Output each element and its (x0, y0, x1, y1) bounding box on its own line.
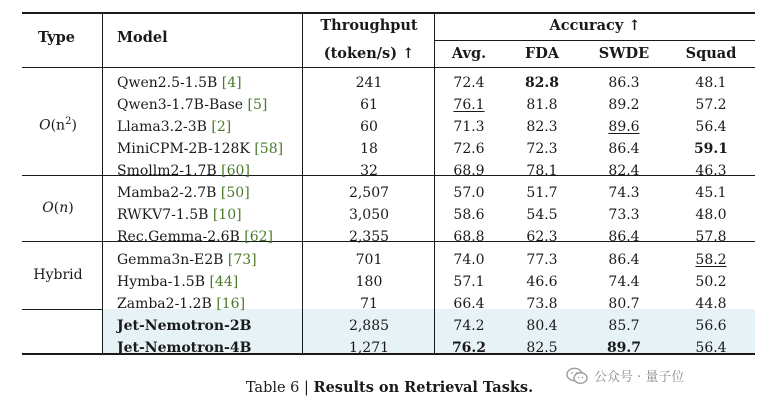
squad-value: 46.3 (695, 163, 727, 179)
header-model: Model (117, 29, 168, 46)
swde-value: 73.3 (608, 207, 640, 223)
squad-value: 45.1 (695, 185, 727, 201)
model-name: Gemma3n-E2B [73] (117, 252, 257, 268)
wechat-icon (566, 367, 588, 385)
swde-value: 82.4 (608, 163, 640, 179)
squad-value: 56.4 (695, 119, 727, 135)
header-accuracy: Accuracy ↑ (549, 17, 641, 34)
accuracy-rule (435, 40, 755, 41)
citation-ref[interactable]: [60] (221, 163, 250, 179)
top-rule (22, 12, 755, 14)
citation-ref[interactable]: [50] (220, 185, 250, 201)
throughput-value: 60 (360, 119, 378, 135)
swde-value: 85.7 (608, 318, 640, 334)
avg-value: 72.6 (453, 141, 485, 157)
throughput-value: 2,355 (348, 229, 390, 245)
fda-value: 77.3 (526, 252, 558, 268)
avg-value: 71.3 (453, 119, 485, 135)
squad-value: 57.8 (695, 229, 727, 245)
header-swde: SWDE (598, 45, 650, 62)
fda-value: 51.7 (526, 185, 558, 201)
citation-ref[interactable]: [62] (244, 229, 273, 245)
fda-value: 72.3 (526, 141, 558, 157)
watermark (566, 366, 684, 385)
swde-value: 74.4 (608, 274, 640, 290)
model-name: RWKV7-1.5B [10] (117, 207, 242, 223)
citation-ref[interactable]: [10] (212, 207, 242, 223)
fda-value: 82.5 (526, 340, 558, 356)
fda-value: 73.8 (526, 296, 558, 312)
avg-value: 76.2 (451, 340, 487, 356)
avg-value: 57.0 (453, 185, 485, 201)
model-name: Llama3.2-3B [2] (117, 119, 232, 135)
header-throughput-unit: (token/s) ↑ (323, 45, 415, 62)
header-type: Type (38, 29, 75, 46)
citation-ref[interactable]: [44] (209, 274, 239, 290)
fda-value: 81.8 (526, 97, 558, 113)
model-name: Zamba2-1.2B [16] (117, 296, 246, 312)
fda-value: 46.6 (526, 274, 558, 290)
throughput-value: 32 (360, 163, 378, 179)
swde-value: 80.7 (608, 296, 640, 312)
avg-value: 68.9 (453, 163, 485, 179)
avg-value: 76.1 (453, 97, 485, 113)
type-divider (102, 175, 103, 353)
header-fda: FDA (524, 45, 560, 62)
citation-ref[interactable]: [5] (247, 97, 268, 113)
avg-value: 68.8 (453, 229, 485, 245)
swde-value: 86.4 (608, 141, 640, 157)
throughput-value: 2,507 (348, 185, 390, 201)
throughput-value: 2,885 (348, 318, 390, 334)
swde-value: 86.4 (608, 252, 640, 268)
citation-ref[interactable]: [4] (221, 75, 242, 91)
type-hybrid: Hybrid (33, 267, 83, 283)
avg-value: 66.4 (453, 296, 485, 312)
swde-value: 89.7 (606, 340, 642, 356)
squad-value: 56.4 (695, 340, 727, 356)
model-divider (302, 12, 303, 353)
model-name: Jet-Nemotron-2B (117, 318, 252, 334)
watermark-text: 公众号 · 量子位 (594, 370, 685, 385)
swde-value: 86.4 (608, 229, 640, 245)
fda-value: 78.1 (526, 163, 558, 179)
avg-value: 74.2 (453, 318, 485, 334)
squad-value: 57.2 (695, 97, 727, 113)
fda-value: 54.5 (526, 207, 558, 223)
swde-value: 86.3 (608, 75, 640, 91)
caption-prefix: Table 6 | (245, 380, 314, 396)
caption-title: Results on Retrieval Tasks. (313, 379, 534, 396)
throughput-value: 71 (360, 296, 378, 312)
header-avg: Avg. (451, 45, 487, 62)
fda-value: 80.4 (526, 318, 558, 334)
fda-value: 62.3 (526, 229, 558, 245)
model-name: Smollm2-1.7B [60] (117, 163, 250, 179)
model-name: Qwen2.5-1.5B [4] (117, 75, 242, 91)
model-name: Rec.Gemma-2.6B [62] (117, 229, 273, 245)
squad-value: 48.0 (695, 207, 727, 223)
squad-value: 44.8 (695, 296, 727, 312)
throughput-value: 180 (355, 274, 383, 290)
squad-value: 56.6 (695, 318, 727, 334)
header-throughput: Throughput (320, 17, 418, 34)
squad-value: 48.1 (695, 75, 727, 91)
model-name: Hymba-1.5B [44] (117, 274, 239, 290)
squad-value: 58.2 (695, 252, 727, 268)
avg-value: 72.4 (453, 75, 485, 91)
squad-value: 50.2 (695, 274, 727, 290)
fda-value: 82.3 (526, 119, 558, 135)
throughput-value: 3,050 (348, 207, 390, 223)
swde-value: 74.3 (608, 185, 640, 201)
citation-ref[interactable]: [16] (216, 296, 246, 312)
avg-value: 57.1 (453, 274, 485, 290)
throughput-value: 701 (355, 252, 383, 268)
model-name: Qwen3-1.7B-Base [5] (117, 97, 268, 113)
model-name: MiniCPM-2B-128K [58] (117, 141, 284, 157)
header-rule (22, 67, 755, 68)
citation-ref[interactable]: [2] (211, 119, 232, 135)
header-squad: Squad (685, 45, 737, 62)
avg-value: 58.6 (453, 207, 485, 223)
fda-value: 82.8 (524, 75, 560, 91)
type-linear: O(n) (42, 200, 74, 216)
squad-value: 59.1 (693, 141, 729, 157)
swde-value: 89.6 (608, 119, 640, 135)
throughput-value: 1,271 (348, 340, 390, 356)
results-table (22, 12, 755, 355)
type-quadratic: $O(n^2)$ (39, 116, 77, 134)
throughput-divider (434, 12, 435, 353)
type-divider-top (102, 12, 103, 175)
citation-ref[interactable]: [58] (254, 141, 284, 157)
model-name: Jet-Nemotron-4B (117, 340, 252, 356)
throughput-value: 241 (355, 75, 383, 91)
swde-value: 89.2 (608, 97, 640, 113)
throughput-value: 18 (360, 141, 378, 157)
throughput-value: 61 (360, 97, 378, 113)
model-name: Mamba2-2.7B [50] (117, 185, 250, 201)
citation-ref[interactable]: [73] (227, 252, 257, 268)
avg-value: 74.0 (453, 252, 485, 268)
